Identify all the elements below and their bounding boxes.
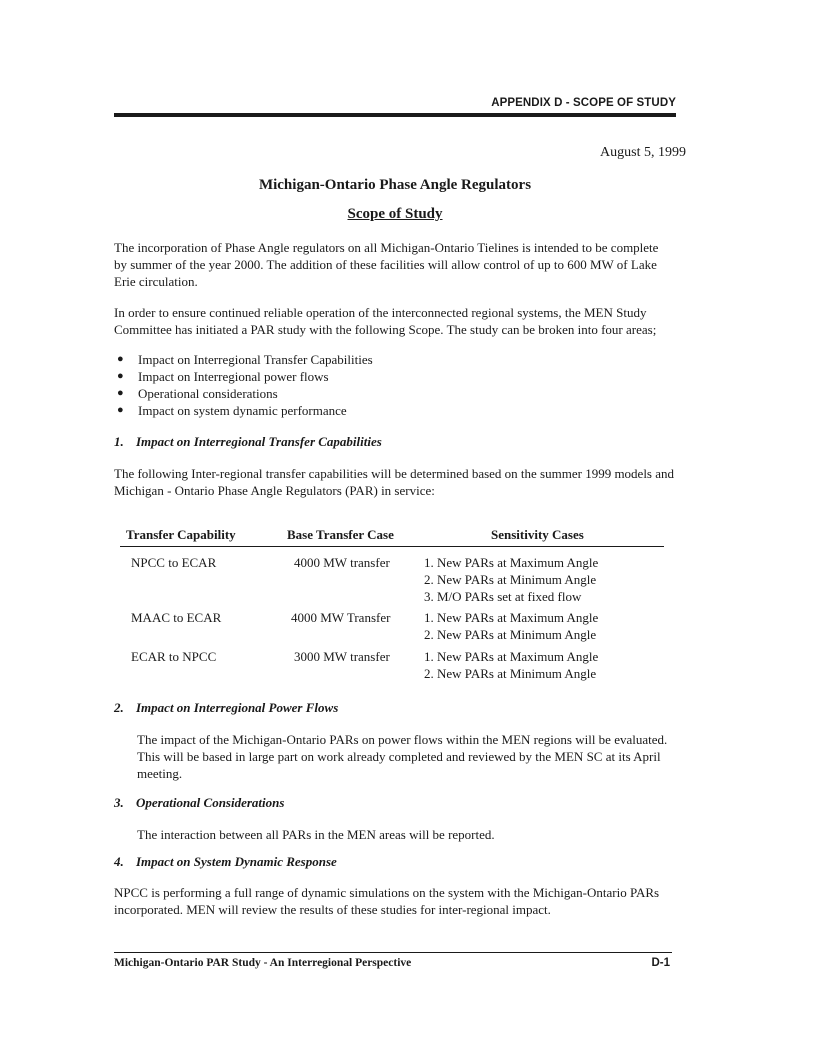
table-cell-base: 3000 MW transfer [294, 649, 390, 664]
list-item: 2. New PARs at Minimum Angle [424, 666, 597, 681]
intro-paragraph-2: In order to ensure continued reliable operation of the interconnected regional systems, the MEN Study Committee has initiated a PAR study with the following Scope. The study can be broken into four areas; [114, 305, 657, 337]
intro-paragraph-1: The incorporation of Phase Angle regulators on all Michigan-Ontario Tielines is intended to be complete by summer of the year 2000. The addition of these facilities will allow control of up to 600 MW of Lake Erie circulation. [114, 240, 659, 289]
document-subtitle: Scope of Study [347, 206, 443, 222]
footer-rule [114, 952, 672, 953]
list-item: ● Impact on Interregional power flows [117, 369, 329, 384]
section-1-text: The following Inter-regional transfer capabilities will be determined based on the summer 1999 models and Michigan - Ontario Phase Angle Regulators (PAR) in service: [114, 466, 675, 498]
list-item: 2. New PARs at Minimum Angle [424, 627, 597, 642]
appendix-header: APPENDIX D - SCOPE OF STUDY [491, 97, 676, 109]
section-heading-2: 2. Impact on Interregional Power Flows [114, 700, 339, 715]
table-cell-capability: NPCC to ECAR [131, 555, 217, 570]
table-cell-base: 4000 MW transfer [294, 555, 390, 570]
document-title: Michigan-Ontario Phase Angle Regulators [258, 177, 532, 193]
list-item: 1. New PARs at Maximum Angle [424, 610, 599, 625]
table-cell-base: 4000 MW Transfer [291, 610, 391, 625]
bullet-icon: ● [117, 370, 124, 382]
list-item: 3. M/O PARs set at fixed flow [424, 589, 582, 604]
table-cell-sensitivity [424, 609, 598, 643]
table-cell-sensitivity [424, 648, 598, 682]
section-2-text: The impact of the Michigan-Ontario PARs on power flows within the MEN regions will be evaluated. This will be based in large part on work already completed and reviewed by the MEN SC at its April meeting. [137, 732, 668, 781]
list-item: ● Impact on Interregional Transfer Capabilities [117, 352, 373, 367]
section-3-text: The interaction between all PARs in the MEN areas will be reported. [137, 827, 495, 842]
table-cell-sensitivity [424, 554, 598, 605]
bullet-icon: ● [117, 404, 124, 416]
list-item: 2. New PARs at Minimum Angle [424, 572, 597, 587]
bullet-icon: ● [117, 353, 124, 365]
section-heading-3: 3. Operational Considerations [114, 795, 285, 810]
table-cell-capability: ECAR to NPCC [131, 649, 217, 664]
bullet-icon: ● [117, 387, 124, 399]
table-header-sensitivity: Sensitivity Cases [491, 527, 584, 542]
table-header-capability: Transfer Capability [126, 527, 236, 542]
study-areas-list [114, 351, 373, 419]
section-4-text: NPCC is performing a full range of dynamic simulations on the system with the Michigan-Ontario PARs incorporated. MEN will review the results of these studies for inter-regional impact. [114, 885, 660, 917]
table-header-rule [120, 546, 664, 547]
footer-title: Michigan-Ontario PAR Study - An Interregional Perspective [114, 957, 412, 969]
table-cell-capability: MAAC to ECAR [131, 610, 222, 625]
list-item: ● Operational considerations [117, 386, 278, 401]
table-header-base: Base Transfer Case [287, 527, 394, 542]
list-item: 1. New PARs at Maximum Angle [424, 649, 599, 664]
section-heading-1: 1. Impact on Interregional Transfer Capabilities [114, 434, 382, 449]
list-item: 1. New PARs at Maximum Angle [424, 555, 599, 570]
section-heading-4: 4. Impact on System Dynamic Response [114, 854, 337, 869]
header-rule [114, 113, 676, 117]
document-date: August 5, 1999 [600, 145, 686, 160]
page-number: D-1 [651, 957, 670, 969]
list-item: ● Impact on system dynamic performance [117, 403, 347, 418]
